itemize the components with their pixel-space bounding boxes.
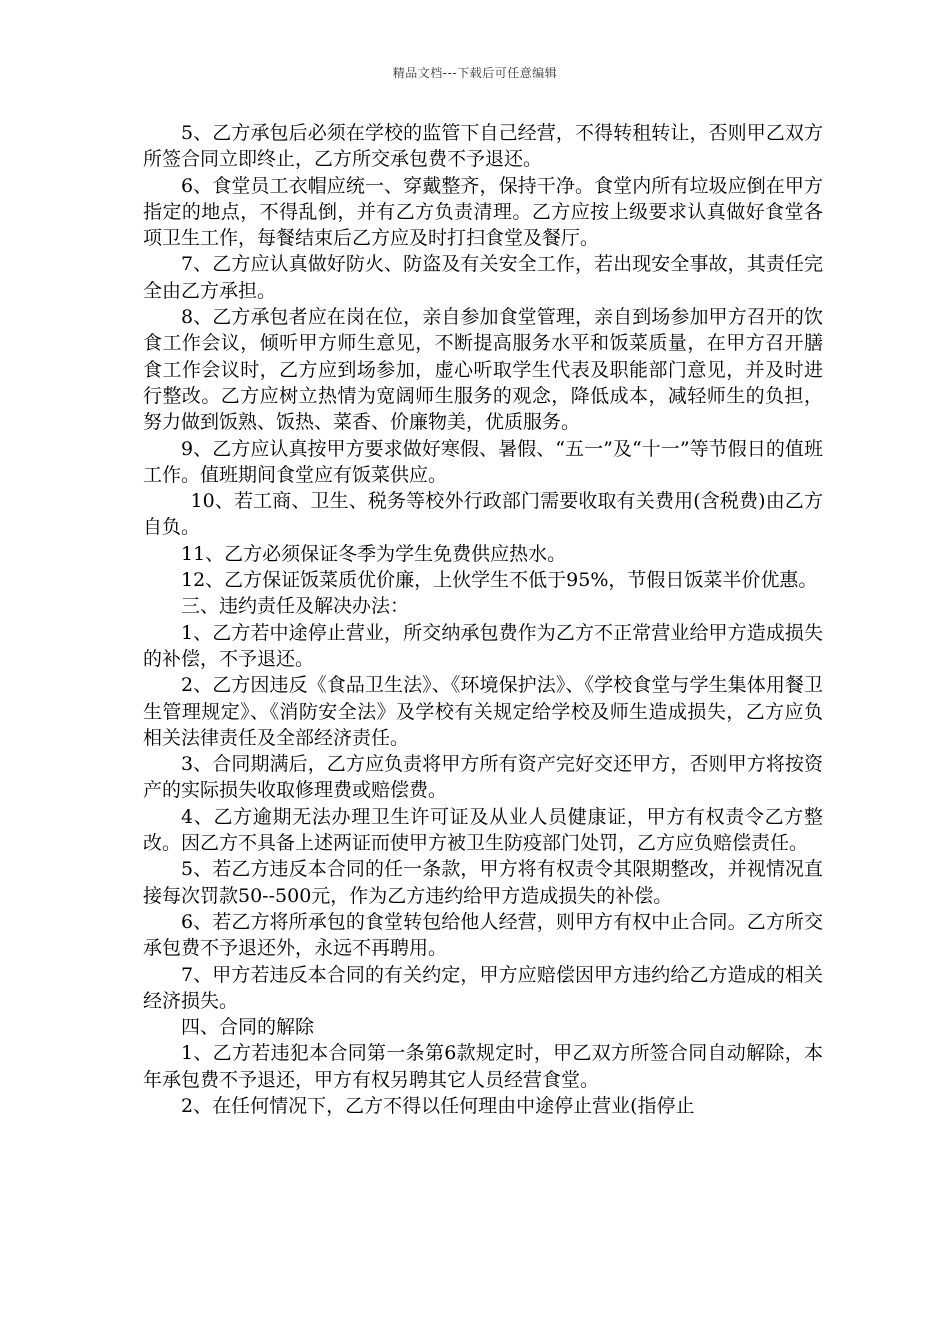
paragraph: 7、甲方若违反本合同的有关约定，甲方应赔偿因甲方违约给乙方造成的相关经济损失。 (143, 963, 823, 1012)
paragraph: 11、乙方必须保证冬季为学生免费供应热水。 (181, 542, 567, 565)
paragraph: 5、若乙方违反本合同的任一条款，甲方将有权责令其限期整改，并视情况直接每次罚款50--500元，作为乙方违约给甲方造成损失的补偿。 (143, 858, 823, 907)
paragraph: 4、乙方逾期无法办理卫生许可证及从业人员健康证，甲方有权责令乙方整改。因乙方不具备上述两证而使甲方被卫生防疫部门处罚，乙方应负赔偿责任。 (143, 805, 823, 855)
paragraph: 5、乙方承包后必须在学校的监管下自己经营，不得转租转让，否则甲乙双方所签合同立即终止，乙方所交承包费不予退还。 (143, 122, 823, 171)
paragraph: 6、食堂员工衣帽应统一、穿戴整齐，保持干净。食堂内所有垃圾应倒在甲方指定的地点，不得乱倒，并有乙方负责清理。乙方应按上级要求认真做好食堂各项卫生工作，每餐结束后乙方应及时打扫食堂及餐厅。 (143, 174, 823, 250)
paragraph: 三、违约责任及解决办法： (181, 595, 410, 618)
paragraph: 四、合同的解除 (181, 1016, 315, 1039)
paragraph: 8、乙方承包者应在岗在位，亲自参加食堂管理，亲自到场参加甲方召开的饮食工作会议，倾听甲方师生意见，不断提高服务水平和饭菜质量，在甲方召开膳食工作会议时，乙方应到场参加，虚心听取学生代表及职能部门意见，并及时进行整改。乙方应树立热情为宽阔师生服务的观念，降低成本，减轻师生的负担，努力做到饭熟、饭热、菜香、价廉物美，优质服务。 (143, 306, 823, 434)
paragraph: 3、合同期满后，乙方应负责将甲方所有资产完好交还甲方，否则甲方将按资产的实际损失收取修理费或赔偿费。 (143, 753, 823, 802)
paragraph: 2、在任何情况下，乙方不得以任何理由中途停止营业(指停止 (181, 1094, 695, 1117)
paragraph: 10、若工商、卫生、税务等校外行政部门需要收取有关费用(含税费)由乙方自负。 (143, 490, 823, 539)
paragraph: 6、若乙方将所承包的食堂转包给他人经营，则甲方有权中止合同。乙方所交承包费不予退还外，永远不再聘用。 (143, 910, 823, 960)
paragraph: 1、乙方若中途停止营业，所交纳承包费作为乙方不正常营业给甲方造成损失的补偿，不予退还。 (143, 621, 823, 670)
page-header: 精品文档---下载后可任意编辑 (392, 66, 558, 80)
paragraph: 12、乙方保证饭菜质优价廉，上伙学生不低于95%，节假日饭菜半价优惠。 (181, 569, 818, 592)
paragraph: 7、乙方应认真做好防火、防盗及有关安全工作，若出现安全事故，其责任完全由乙方承担。 (143, 253, 823, 302)
document-body (143, 120, 823, 1119)
paragraph: 2、乙方因违反《食品卫生法》、《环境保护法》、《学校食堂与学生集体用餐卫生管理规定》、《消防安全法》及学校有关规定给学校及师生造成损失，乙方应负相关法律责任及全部经济责任。 (143, 674, 823, 749)
paragraph: 1、乙方若违犯本合同第一条第6款规定时，甲乙双方所签合同自动解除，本年承包费不予退还，甲方有权另聘其它人员经营食堂。 (143, 1042, 823, 1091)
paragraph: 9、乙方应认真按甲方要求做好寒假、暑假、“五一”及“十一”等节假日的值班工作。值班期间食堂应有饭菜供应。 (143, 437, 823, 486)
